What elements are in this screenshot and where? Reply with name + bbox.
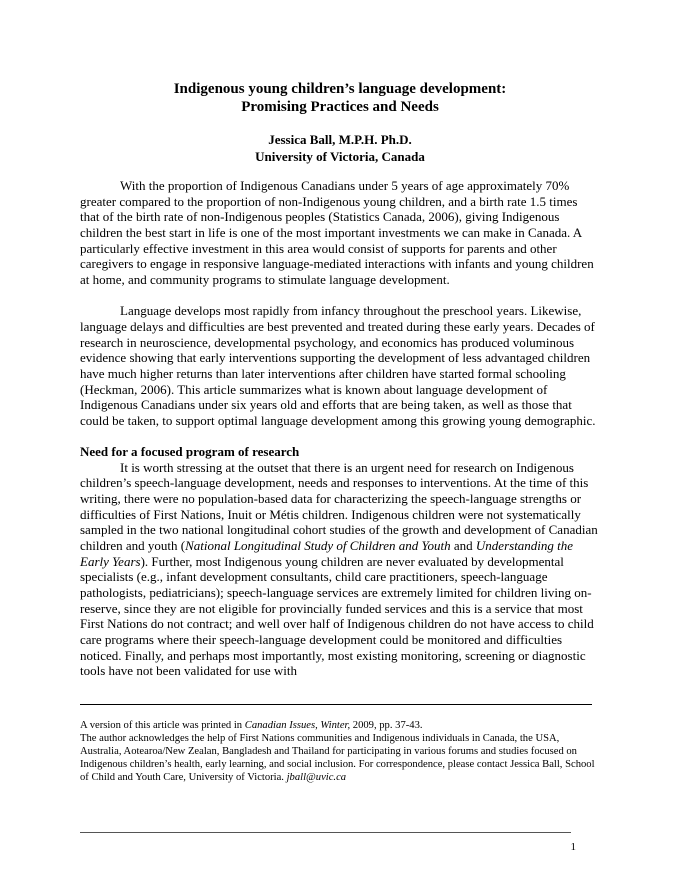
paragraph-3-italic-title-2: Understanding the Early Years	[80, 538, 574, 569]
paragraph-3	[80, 460, 600, 679]
title-line-2: Promising Practices and Needs	[241, 99, 439, 115]
article-body	[80, 178, 600, 679]
paragraph-1: With the proportion of Indigenous Canadians under 5 years of age approximately 70% greater compared to the proportion of non-Indigenous young children, and a birth rate 1.5 times that of the birth rate of non-Indigenous peoples (Statistics Canada, 2006), giving Indigenous children the best start in life is one of the most important investments we can make in Canada. A particularly effective investment in this area would consist of supports for parents and other caregivers to engage in responsive language-mediated interactions with infants and young children at home, and community programs to stimulate language development.	[80, 178, 594, 287]
footnote-publication-journal: Canadian Issues, Winter,	[244, 720, 351, 731]
article-title	[80, 80, 600, 116]
paragraph-3-text-b: ). Further, most Indigenous young children are never evaluated by developmental specialists (e.g., infant development consultants, child care practitioners, speech-language pathologists, pediatricians); speech-language services are extremely limited for children living on-reserve, since they are not eligible for provincially funded services and this is a service that most First Nations do not contract; and well over half of Indigenous children do not have access to child care programs where their speech-language development could be monitored and difficulties noticed. Finally, and perhaps most importantly, most existing monitoring, screening or diagnostic tools have not been validated for use with	[80, 553, 594, 679]
author-block	[80, 131, 600, 165]
section-heading: Need for a focused program of research	[80, 444, 300, 460]
author-name: Jessica Ball, M.P.H. Ph.D.	[268, 132, 412, 147]
paragraph-3-text-a: It is worth stressing at the outset that there is an urgent need for research on Indigenous children’s speech-language development, needs and responses to interventions. At the time of this writing, there were no population-based data for characterizing the speech-language strengths or difficulties of First Nations, Inuit or Métis children. Indigenous children were not systematically sampled in the two national longitudinal cohort studies of the growth and development of Canadian children and youth (	[80, 459, 598, 554]
footnote-publication	[80, 719, 600, 732]
footnote-email: jball@uvic.ca	[286, 772, 347, 783]
footnote-publication-prefix: A version of this article was printed in	[80, 720, 245, 731]
footnote-acknowledgement	[80, 732, 600, 784]
footnote-acknowledgement-text: The author acknowledges the help of First Nations communities and Indigenous individuals in Canada, the USA, Australia, Aotearoa/New Zealan, Bangladesh and Thailand for participating in various forums and studies focused on Indigenous children’s health, early learning, and social inclusion. For correspondence, please contact Jessica Ball, School of Child and Youth Care, University of Victoria.	[80, 733, 595, 783]
paragraph-3-italic-title-1: National Longitudinal Study of Children and Youth	[185, 538, 451, 554]
page-number: 1	[570, 841, 576, 853]
paragraph-3-and: and	[450, 538, 476, 554]
footnote-separator	[80, 704, 592, 705]
footnotes	[80, 719, 600, 784]
page-footer-rule	[80, 832, 571, 833]
title-line-1: Indigenous young children’s language development:	[173, 81, 507, 97]
paragraph-2: Language develops most rapidly from infancy throughout the preschool years. Likewise, language delays and difficulties are best prevented and treated during these early years. Decades of research in neuroscience, developmental psychology, and economics has produced voluminous evidence showing that early interventions supporting the development of less advantaged children have much higher returns than later interventions after children have started formal schooling (Heckman, 2006). This article summarizes what is known about language development of Indigenous Canadians under six years old and efforts that are being taken, as well as those that could be taken, to support optimal language development among this growing young demographic.	[80, 303, 596, 428]
author-affiliation: University of Victoria, Canada	[255, 149, 425, 164]
footnote-publication-suffix: 2009, pp. 37-43.	[350, 720, 423, 731]
